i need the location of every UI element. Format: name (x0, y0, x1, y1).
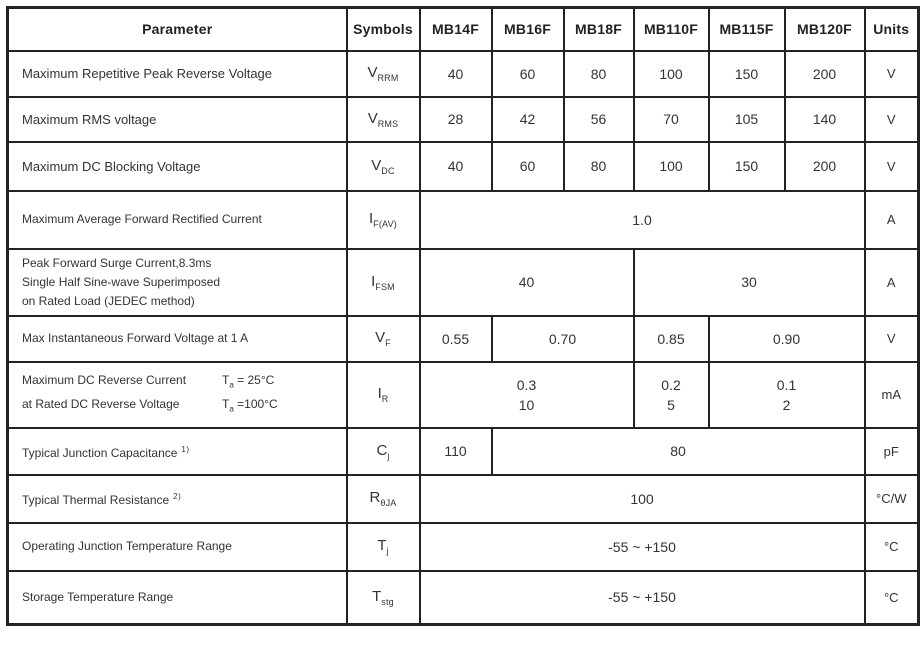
value-text: 100 (630, 490, 654, 507)
condition-subscript: a (229, 380, 234, 390)
value-text: 200 (812, 65, 837, 82)
parameter-cell-vrrm (8, 51, 347, 97)
column-header-mb120f: MB120F (785, 8, 865, 51)
value-text: 80 (670, 443, 686, 459)
parameter-cell-ifav (8, 191, 347, 249)
parameter-cell-ifsm (8, 249, 347, 316)
value-text: 10 (518, 396, 535, 413)
value-text: 56 (590, 111, 607, 127)
table-row-vrrm (8, 51, 919, 97)
value-cell (492, 142, 564, 191)
parameter-line (22, 487, 340, 510)
symbol-cell-tj (347, 523, 420, 571)
symbol-subscript: F(AV) (373, 219, 397, 229)
footnote-superscript: 1) (181, 444, 190, 454)
parameter-text: Storage Temperature Range (22, 589, 174, 604)
symbol-subscript: RMS (377, 118, 399, 129)
value-cell (564, 142, 634, 191)
value-text: 0.90 (772, 330, 801, 347)
column-header-mb115f: MB115F (709, 8, 785, 51)
symbol-cell-cj (347, 428, 420, 475)
value-text: 150 (734, 65, 759, 82)
symbol-base: V (375, 329, 386, 346)
symbol-base: I (368, 210, 374, 227)
parameter-line (22, 292, 340, 311)
symbol-subscript: θJA (380, 498, 397, 508)
value-cell (420, 142, 492, 191)
parameter-line (22, 254, 340, 273)
value-cell (420, 428, 492, 475)
parameter-line (22, 395, 340, 418)
value-text: 30 (741, 274, 757, 290)
symbol-cell-tstg (347, 571, 420, 625)
symbol-cell-vrrm (347, 51, 420, 97)
symbol-base: I (371, 272, 376, 290)
table-row-ir (8, 362, 919, 428)
table-row-vdc (8, 142, 919, 191)
parameter-text: Operating Junction Temperature Range (22, 539, 232, 553)
unit-cell-rthja: °C/W (865, 475, 919, 523)
symbol-subscript: FSM (375, 281, 395, 292)
parameter-text: Typical Junction Capacitance (22, 445, 178, 460)
value-text: 80 (590, 65, 607, 82)
unit-cell-tstg: °C (865, 571, 919, 625)
parameter-cell-rthja (8, 475, 347, 523)
parameter-text: on Rated Load (JEDEC method) (22, 293, 195, 308)
parameter-text: at Rated DC Reverse Voltage (22, 396, 180, 411)
value-text: 105 (734, 111, 759, 127)
value-cell (634, 51, 709, 97)
parameter-cell-cj (8, 428, 347, 475)
value-text: 100 (659, 65, 683, 82)
column-header-mb18f: MB18F (564, 8, 634, 51)
condition-symbol: T (222, 396, 230, 411)
value-text: 1.0 (632, 211, 652, 228)
value-text: 70 (663, 111, 679, 127)
symbol-base: V (371, 156, 382, 174)
column-header-units: Units (865, 8, 919, 51)
table-row-tstg (8, 571, 919, 625)
footnote-superscript: 2) (173, 492, 182, 501)
value-cell (492, 316, 634, 362)
symbol-subscript: RRM (377, 73, 399, 83)
table-row-ifsm (8, 249, 919, 316)
parameter-cell-ir (8, 362, 347, 428)
value-text: 0.70 (548, 330, 577, 347)
parameter-line (22, 210, 340, 229)
value-text: 110 (444, 443, 467, 459)
parameter-text: Maximum DC Blocking Voltage (22, 158, 201, 174)
value-text: 28 (447, 111, 464, 127)
symbol-cell-vrms (347, 97, 420, 142)
symbol-subscript: j (386, 546, 389, 556)
test-condition (222, 371, 274, 394)
parameter-text: Single Half Sine-wave Superimposed (22, 274, 221, 289)
symbol-cell-rthja (347, 475, 420, 523)
value-text: -55 ~ +150 (608, 589, 676, 606)
parameter-cell-vdc (8, 142, 347, 191)
value-cell (785, 142, 865, 191)
parameter-line (22, 329, 340, 348)
value-text: 0.3 (516, 376, 537, 393)
table-row-cj (8, 428, 919, 475)
symbol-cell-ifsm (347, 249, 420, 316)
table-row-vf (8, 316, 919, 362)
value-text: 42 (519, 111, 536, 127)
value-text: -55 ~ +150 (608, 538, 676, 555)
condition-subscript: a (229, 403, 234, 413)
parameter-text: Maximum Repetitive Peak Reverse Voltage (22, 66, 273, 81)
symbol-cell-ifav (347, 191, 420, 249)
parameter-line (22, 157, 340, 176)
value-cell (420, 523, 865, 571)
value-cell (634, 97, 709, 142)
value-text: 60 (519, 65, 536, 82)
value-text: 0.55 (441, 330, 470, 347)
value-cell (634, 142, 709, 191)
symbol-subscript: F (385, 338, 391, 348)
value-cell (420, 51, 492, 97)
symbol-cell-vf (347, 316, 420, 362)
parameter-text: Peak Forward Surge Current,8.3ms (22, 255, 212, 270)
parameter-cell-vf (8, 316, 347, 362)
parameter-text: Maximum Average Forward Rectified Current (22, 212, 262, 226)
parameter-line (22, 371, 340, 394)
parameter-cell-tstg (8, 571, 347, 625)
value-cell (709, 362, 865, 428)
parameter-cell-vrms (8, 97, 347, 142)
value-text: 40 (447, 158, 464, 174)
value-cell (634, 249, 865, 316)
parameter-line (22, 588, 340, 607)
symbol-cell-ir (347, 362, 420, 428)
symbol-subscript: DC (381, 165, 395, 176)
value-text: 80 (590, 158, 607, 174)
symbol-subscript: stg (381, 596, 394, 607)
value-cell (785, 51, 865, 97)
value-text: 0.85 (657, 330, 685, 347)
parameter-text: Maximum RMS voltage (22, 111, 157, 127)
symbol-base: T (372, 587, 382, 605)
symbol-base: T (377, 537, 387, 554)
table-row-rthja (8, 475, 919, 523)
unit-cell-ir: mA (865, 362, 919, 428)
parameter-line (22, 273, 340, 292)
column-header-mb110f: MB110F (634, 8, 709, 51)
value-text: 40 (447, 65, 464, 82)
table-row-tj (8, 523, 919, 571)
column-header-mb14f: MB14F (420, 8, 492, 51)
column-header-parameter: Parameter (8, 8, 347, 51)
parameter-text: Max Instantaneous Forward Voltage at 1 A (22, 331, 249, 345)
value-cell (564, 97, 634, 142)
value-cell (709, 142, 785, 191)
condition-value: = 25°C (233, 373, 275, 388)
value-text: 60 (519, 158, 536, 174)
value-cell (492, 97, 564, 142)
value-text: 0.2 (661, 376, 681, 393)
table-header-row (8, 8, 919, 51)
value-text: 5 (667, 396, 675, 413)
value-text: 100 (659, 158, 683, 174)
symbol-base: V (367, 109, 378, 127)
condition-symbol: T (222, 373, 230, 388)
parameter-line (22, 537, 340, 556)
unit-cell-vf: V (865, 316, 919, 362)
symbol-subscript: j (387, 450, 390, 461)
value-cell (785, 97, 865, 142)
unit-cell-vrrm: V (865, 51, 919, 97)
value-cell (420, 475, 865, 523)
symbol-cell-vdc (347, 142, 420, 191)
test-condition (222, 395, 278, 418)
symbol-subscript: R (381, 394, 389, 404)
value-cell (709, 316, 865, 362)
symbol-base: I (377, 385, 382, 402)
value-cell (420, 316, 492, 362)
parameter-line (22, 440, 340, 463)
value-cell (420, 97, 492, 142)
table-row-vrms (8, 97, 919, 142)
unit-cell-vdc: V (865, 142, 919, 191)
symbol-base: R (369, 489, 381, 506)
parameter-text: Maximum DC Reverse Current (22, 373, 187, 388)
value-cell (564, 51, 634, 97)
parameter-line (22, 110, 340, 129)
unit-cell-ifsm: A (865, 249, 919, 316)
value-cell (492, 428, 865, 475)
column-header-symbols: Symbols (347, 8, 420, 51)
value-text: 140 (812, 111, 837, 127)
parameter-line (22, 64, 340, 83)
table-row-ifav (8, 191, 919, 249)
maximum-ratings-table (6, 6, 920, 626)
unit-cell-vrms: V (865, 97, 919, 142)
value-text: 40 (518, 274, 535, 290)
value-cell (634, 362, 709, 428)
column-header-mb16f: MB16F (492, 8, 564, 51)
parameter-text: Typical Thermal Resistance (22, 493, 170, 507)
unit-cell-ifav: A (865, 191, 919, 249)
value-text: 150 (734, 158, 759, 174)
unit-cell-cj: pF (865, 428, 919, 475)
condition-value: =100°C (233, 396, 278, 411)
value-text: 200 (812, 158, 837, 174)
value-cell (420, 571, 865, 625)
unit-cell-tj: °C (865, 523, 919, 571)
value-cell (709, 97, 785, 142)
value-cell (420, 191, 865, 249)
parameter-cell-tj (8, 523, 347, 571)
value-cell (420, 249, 634, 316)
symbol-base: V (367, 64, 378, 81)
value-text: 2 (782, 396, 791, 413)
value-cell (634, 316, 709, 362)
symbol-base: C (376, 441, 388, 459)
value-cell (492, 51, 564, 97)
value-cell (709, 51, 785, 97)
value-cell (420, 362, 634, 428)
value-text: 0.1 (776, 376, 797, 393)
